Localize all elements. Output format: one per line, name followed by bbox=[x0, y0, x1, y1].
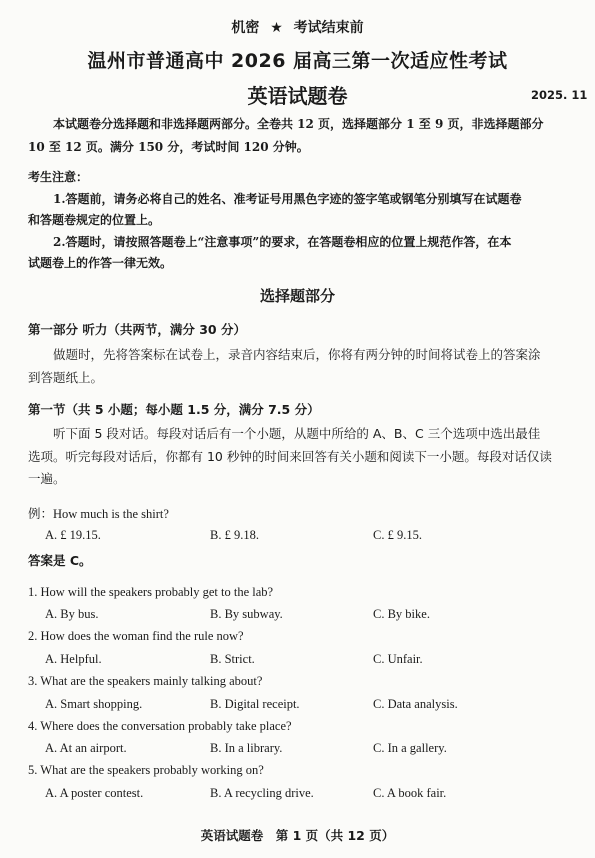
question-5-option-b: B. A recycling drive. bbox=[210, 786, 314, 800]
confidential-label: 机密 bbox=[231, 20, 260, 36]
question-2-option-a: A. Helpful. bbox=[45, 652, 102, 666]
section-1-instruction-line-1: 听下面 5 段对话。每段对话后有一个小题，从题中所给的 A、B、C 三个选项中选出最佳 bbox=[53, 426, 541, 441]
confidential-note: 考试结束前 bbox=[293, 20, 364, 36]
question-2-option-b: B. Strict. bbox=[210, 652, 255, 666]
intro-line-1: 本试题卷分选择题和非选择题两部分。全卷共 12 页，选择题部分 1 至 9 页，非选择题部分 bbox=[53, 117, 544, 131]
question-2: 2. How does the woman find the rule now? bbox=[28, 629, 244, 643]
question-1-option-b: B. By subway. bbox=[210, 607, 283, 621]
note-1-line-1: 1.答题前，请务必将自己的姓名、准考证号用黑色字迹的签字笔或钢笔分别填写在试题卷 bbox=[53, 192, 522, 206]
subject-title: 英语试题卷 bbox=[247, 84, 348, 108]
example-option-c: C. £ 9.15. bbox=[373, 528, 422, 542]
notes-heading: 考生注意： bbox=[28, 170, 89, 184]
question-4-option-b: B. In a library. bbox=[210, 741, 283, 755]
question-1-option-a: A. By bus. bbox=[45, 607, 99, 621]
confidential-header bbox=[0, 17, 595, 37]
question-3-option-a: A. Smart shopping. bbox=[45, 697, 143, 711]
question-1-option-c: C. By bike. bbox=[373, 607, 430, 621]
section-title: 选择题部分 bbox=[259, 287, 335, 305]
question-4: 4. Where does the conversation probably take place? bbox=[28, 719, 292, 733]
page-footer: 英语试题卷 第 1 页（共 12 页） bbox=[200, 828, 395, 843]
example-option-a: A. £ 19.15. bbox=[45, 528, 101, 542]
question-5-option-a: A. A poster contest. bbox=[45, 786, 144, 800]
note-2-line-2: 试题卷上的作答一律无效。 bbox=[28, 256, 173, 270]
note-1-line-2: 和答题卷规定的位置上。 bbox=[28, 213, 161, 227]
section-1-instruction-line-2: 选项。听完每段对话后，你都有 10 秒钟的时间来回答有关小题和阅读下一小题。每段对话仅读 bbox=[28, 449, 552, 464]
question-5: 5. What are the speakers probably working on? bbox=[28, 763, 264, 777]
section-1-heading: 第一节（共 5 小题；每小题 1.5 分，满分 7.5 分） bbox=[28, 402, 320, 417]
exam-title: 温州市普通高中 2026 届高三第一次适应性考试 bbox=[87, 50, 508, 72]
question-3: 3. What are the speakers mainly talking about? bbox=[28, 674, 263, 688]
question-5-option-c: C. A book fair. bbox=[373, 786, 447, 800]
question-1: 1. How will the speakers probably get to the lab? bbox=[28, 585, 274, 599]
example-question: 例：How much is the shirt? bbox=[28, 507, 169, 521]
section-1-instruction-line-3: 一遍。 bbox=[28, 471, 66, 486]
part-1-instruction-line-1: 做题时，先将答案标在试卷上，录音内容结束后，你将有两分钟的时间将试卷上的答案涂 bbox=[53, 347, 541, 362]
star-icon: ★ bbox=[270, 20, 283, 36]
question-2-option-c: C. Unfair. bbox=[373, 652, 423, 666]
example-option-b: B. £ 9.18. bbox=[210, 528, 259, 542]
intro-line-2: 10 至 12 页。满分 150 分，考试时间 120 分钟。 bbox=[28, 140, 309, 154]
part-1-heading: 第一部分 听力（共两节，满分 30 分） bbox=[28, 322, 246, 337]
question-3-option-b: B. Digital receipt. bbox=[210, 697, 300, 711]
question-3-option-c: C. Data analysis. bbox=[373, 697, 458, 711]
question-4-option-c: C. In a gallery. bbox=[373, 741, 447, 755]
question-4-option-a: A. At an airport. bbox=[45, 741, 127, 755]
exam-date: 2025. 11 bbox=[531, 88, 588, 102]
example-answer: 答案是 C。 bbox=[28, 553, 92, 568]
part-1-instruction-line-2: 到答题纸上。 bbox=[28, 370, 104, 385]
note-2-line-1: 2.答题时，请按照答题卷上“注意事项”的要求，在答题卷相应的位置上规范作答，在本 bbox=[53, 235, 512, 249]
